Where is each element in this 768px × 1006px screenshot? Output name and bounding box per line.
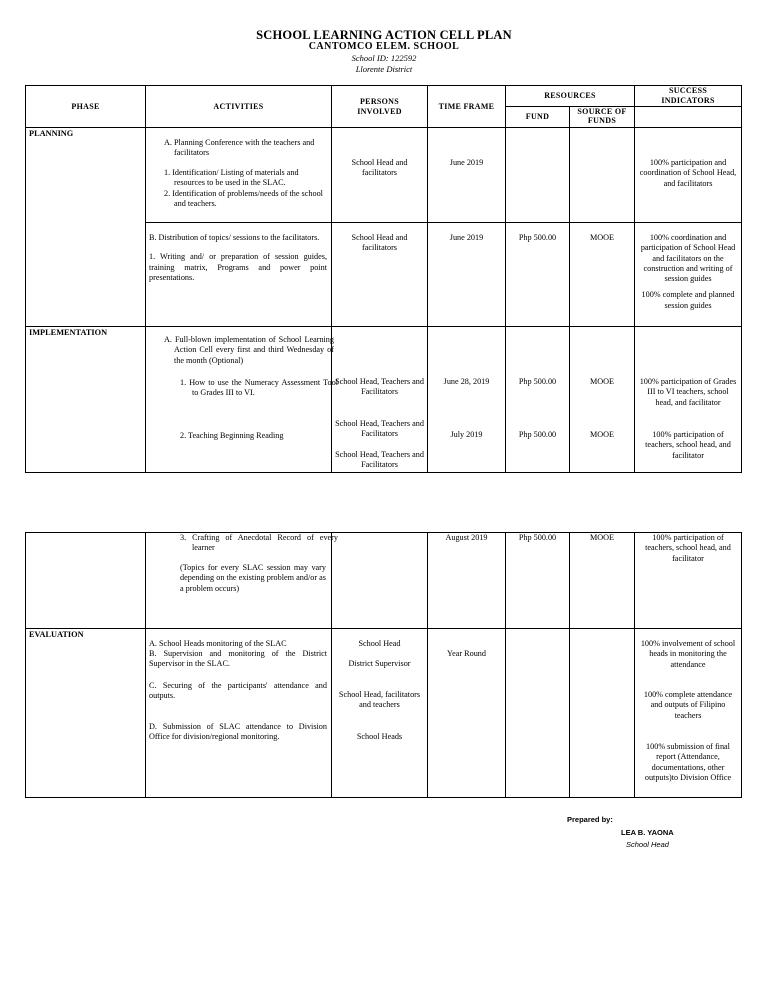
persons-planning-2: School Head and facilitators [351,233,408,253]
success-implementation-1: 100% participation of Grades III to VI teachers, school head, and facilitator [639,377,737,407]
activity-evaluation-a: A. School Heads monitoring of the SLAC [149,639,287,648]
time-planning-1: June 2019 [449,158,484,167]
persons-implementation-2: School Head, Teachers and Facilitators [335,419,424,439]
col-phase: PHASE [26,86,146,128]
success-implementation-3: 100% participation of teachers, school head, and facilitator [645,533,731,563]
persons-implementation-1: School Head, Teachers and Facilitators [335,377,424,397]
fund-implementation-3: Php 500.00 [518,533,557,542]
fund-implementation-2: Php 500.00 [518,430,557,439]
success-planning-2b: 100% complete and planned session guides [641,290,735,310]
col-activities: ACTIVITIES [146,86,332,128]
success-evaluation-2: 100% complete attendance and outputs of Filipino teachers [643,690,733,720]
activity-evaluation-b: B. Supervision and monitoring of the District Supervisor in the SLAC. [149,649,327,669]
document-title: SCHOOL LEARNING ACTION CELL PLAN [256,28,512,42]
persons-evaluation-3: School Head, facilitators and teachers [338,690,421,710]
district-name: Llorente District [355,64,413,74]
time-implementation-1: June 28, 2019 [443,377,490,386]
success-evaluation-1: 100% involvement of school heads in monitoring the attendance [640,639,736,669]
school-id: School ID: 122592 [351,53,417,63]
source-implementation-3: MOOE [589,533,615,542]
activity-planning-a2: 2. Identification of problems/needs of the school and teachers. [164,189,323,209]
slac-plan-table [25,85,742,473]
col-persons: PERSONS INVOLVED [332,86,428,128]
success-planning-2a: 100% coordination and participation of School Head and facilitators on the construction and writing of session guides [640,233,736,283]
success-implementation-2: 100% participation of teachers, school head, and facilitator [645,430,731,460]
persons-planning-1: School Head and facilitators [351,158,408,178]
activity-planning-b1: 1. Writing and/ or preparation of session guides, training matrix, Programs and power point presentations. [149,252,327,282]
time-implementation-3: August 2019 [445,533,488,542]
persons-evaluation-1: School Head [358,639,401,648]
fund-planning-2: Php 500.00 [518,233,557,242]
phase-implementation: IMPLEMENTATION [26,327,146,473]
col-success: SUCCESS INDICATORS [635,86,742,107]
table-row [26,128,742,223]
phase-evaluation: EVALUATION [26,629,146,798]
activity-implementation-1: 1. How to use the Numeracy Assessment Tool to Grades III to VI. [180,378,338,398]
activity-planning-a: A. Planning Conference with the teachers and facilitators [164,138,315,158]
fund-implementation-1: Php 500.00 [518,377,557,386]
phase-planning: PLANNING [26,128,146,327]
time-evaluation: Year Round [447,649,486,658]
col-time-frame: TIME FRAME [428,86,506,128]
success-planning-1: 100% participation and coordination of School Head, and facilitators [639,158,737,188]
persons-implementation-3: School Head, Teachers and Facilitators [335,450,424,470]
prepared-by-label: Prepared by: [567,815,613,824]
table-row [26,327,742,473]
activity-note: (Topics for every SLAC session may vary depending on the existing problem and/or as a problem occurs) [180,563,326,593]
activity-evaluation-c: C. Securing of the participants' attendance and outputs. [149,681,327,701]
signatory-name: LEA B. YAONA [621,828,674,837]
col-source: SOURCE OF FUNDS [570,107,635,128]
col-fund: FUND [506,107,570,128]
signatory-position: School Head [626,840,669,849]
table-row [26,533,742,629]
activity-implementation-3: 3. Crafting of Anecdotal Record of every learner [180,533,338,553]
persons-evaluation-4: School Heads [356,732,403,741]
school-name: CANTOMCO ELEM. SCHOOL [308,41,460,52]
source-implementation-1: MOOE [589,377,615,386]
col-resources: RESOURCES [506,86,635,107]
source-implementation-2: MOOE [589,430,615,439]
activity-implementation-2: 2. Teaching Beginning Reading [180,431,284,440]
activity-implementation-a: A. Full-blown implementation of School Learning Action Cell every first and third Wednesday of the month (Optional) [164,335,334,365]
time-planning-2: June 2019 [449,233,484,242]
persons-evaluation-2: District Supervisor [348,659,411,668]
table-row [26,629,742,798]
slac-plan-table-continued [25,532,742,798]
time-implementation-2: July 2019 [450,430,483,439]
source-planning-2: MOOE [589,233,615,242]
activity-planning-b: B. Distribution of topics/ sessions to the facilitators. [149,233,320,242]
activity-evaluation-d: D. Submission of SLAC attendance to Division Office for division/regional monitoring. [149,722,327,742]
activity-planning-a1: 1. Identification/ Listing of materials and resources to be used in the SLAC. [164,168,299,188]
success-evaluation-3: 100% submission of final report (Attendance, documentations, other outputs)to Division Office [644,742,732,782]
